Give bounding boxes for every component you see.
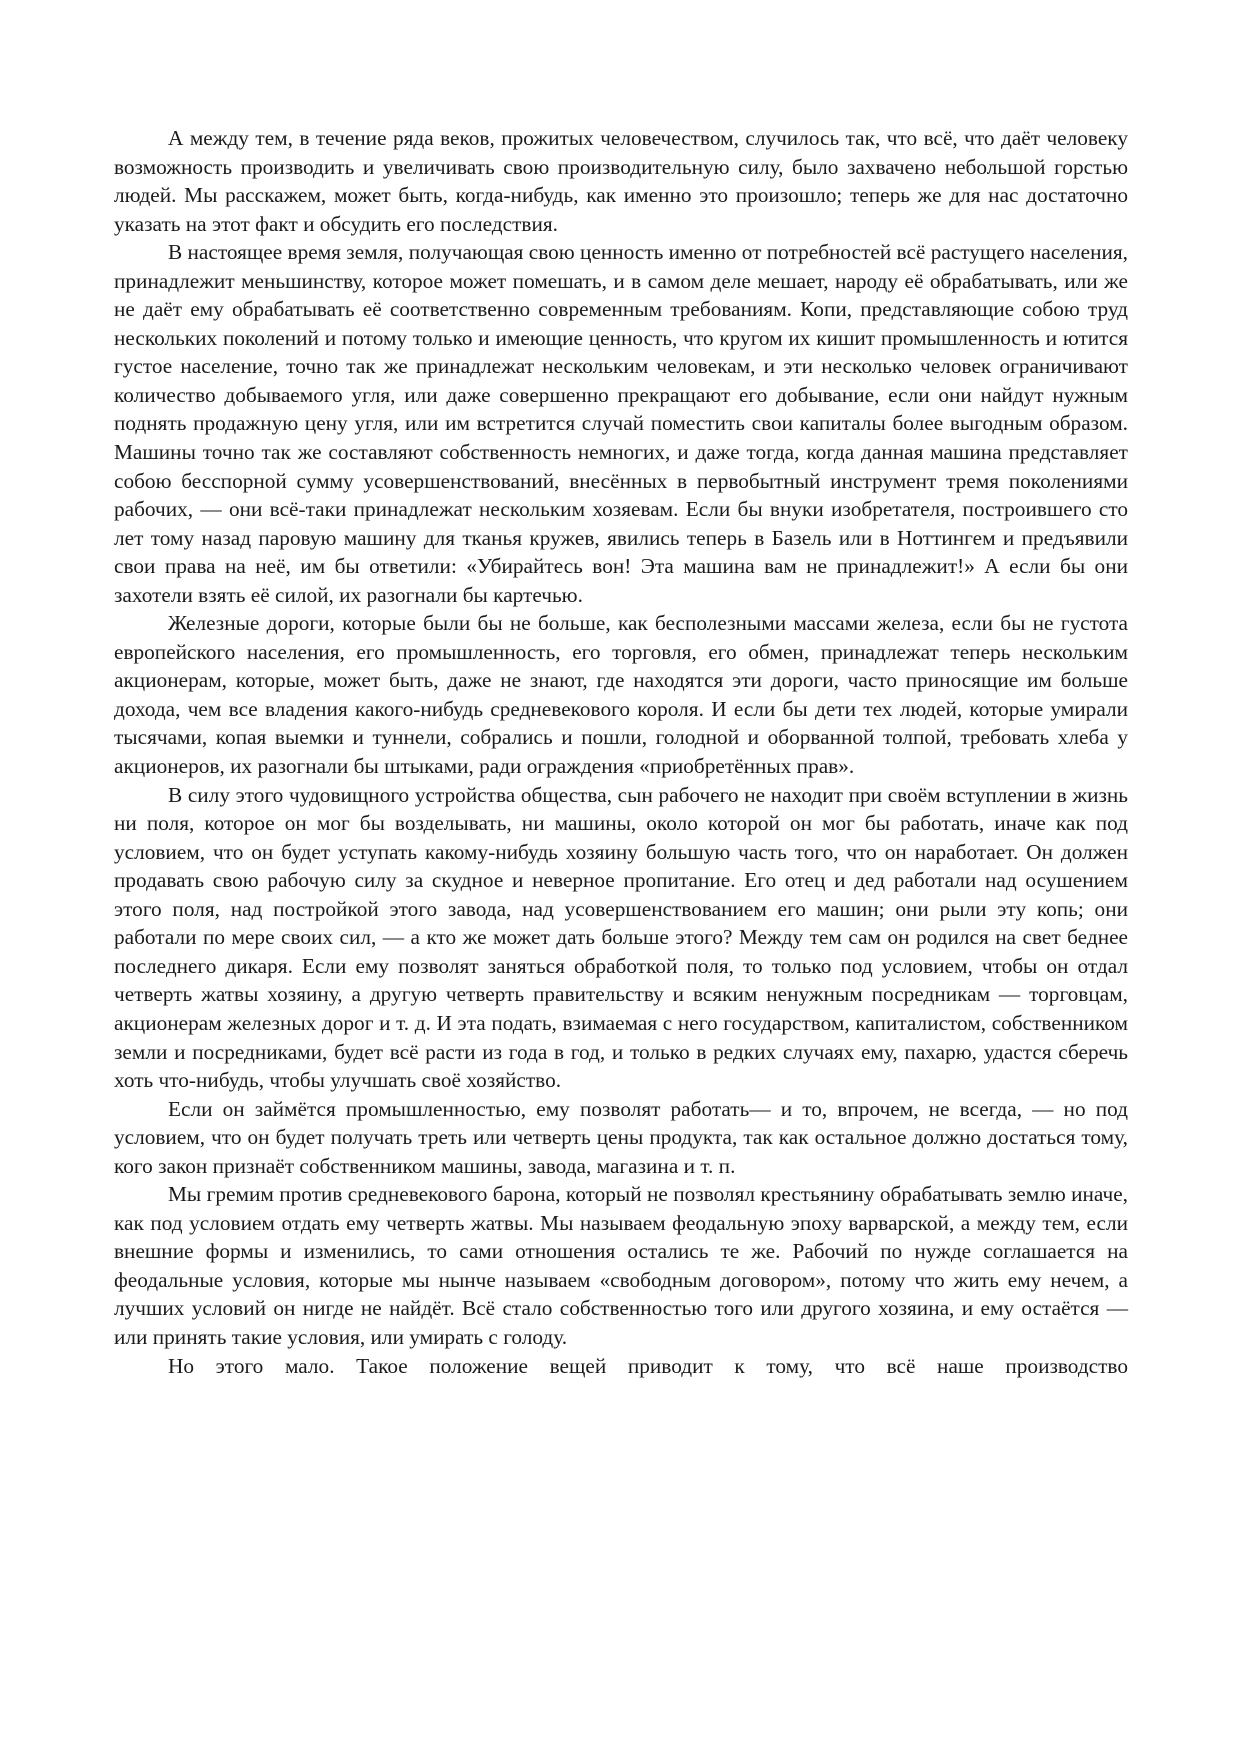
paragraph: Железные дороги, которые были бы не больше, как бесполезными массами железа, если бы не густота европейского населения, его промышленность, его торговля, его обмен, принадлежат теперь нескольким акционерам, которые, может быть, даже не знают, где находятся эти дороги, часто приносящие им больше дохода, чем все владения какого-нибудь средневекового короля. И если бы дети тех людей, которые умирали тысячами, копая выемки и туннели, собрались и пошли, голодной и оборванной толпой, требовать хлеба у акционеров, их разогнали бы штыками, ради ограждения «приобретённых прав». bbox=[114, 611, 1128, 779]
paragraph: В настоящее время земля, получающая свою ценность именно от потребностей всё растущего населения, принадлежит меньшинству, которое может помешать, и в самом деле мешает, народу её обрабатывать, или же не даёт ему обрабатывать её соответственно современным требованиям. Копи, представляющие собою труд нескольких поколений и потому только и имеющие ценность, что кругом их кишит промышленность и ютится густое население, точно так же принадлежат нескольким человекам, и эти несколько человек ограничивают количество добываемого угля, или даже совершенно прекращают его добывание, если они найдут нужным поднять продажную цену угля, или им встретится случай поместить свои капиталы более выгодным образом. Машины точно так же составляют собственность немногих, и даже тогда, когда данная машина представляет собою бесспорной сумму усовершенствований, внесённых в первобытный инструмент тремя поколениями рабочих, — они всё-таки принадлежат нескольким хозяевам. Если бы внуки изобретателя, построившего сто лет тому назад паровую машину для тканья кружев, явились теперь в Базель или в Ноттингем и предъявили свои права на неё, им бы ответили: «Убирайтесь вон! Эта машина вам не принадлежит!» А если бы они захотели взять её силой, их разогнали бы картечью. bbox=[114, 240, 1128, 607]
paragraph: Если он займётся промышленностью, ему позволят работать— и то, впрочем, не всегда, — но под условием, что он будет получать треть или четверть цены продукта, так как остальное должно достаться тому, кого закон признаёт собственником машины, завода, магазина и т. п. bbox=[114, 1096, 1128, 1178]
paragraph: А между тем, в течение ряда веков, прожитых человечеством, случилось так, что всё, что даёт человеку возможность производить и увеличивать свою производительную силу, было захвачено небольшой горстью людей. Мы расскажем, может быть, когда-нибудь, как именно это произошло; теперь же для нас достаточно указать на этот факт и обсудить его последствия. bbox=[114, 126, 1128, 236]
paragraph: Мы гремим против средневекового барона, который не позволял крестьянину обрабатывать землю иначе, как под условием отдать ему четверть жатвы. Мы называем феодальную эпоху варварской, а между тем, если внешние формы и изменились, то сами отношения остались те же. Рабочий по нужде соглашается на феодальные условия, которые мы нынче называем «свободным договором», потому что жить ему нечем, а лучших условий он нигде не найдёт. Всё стало собственностью того или другого хозяина, и ему остаётся — или принять такие условия, или умирать с голоду. bbox=[114, 1182, 1128, 1349]
document-page bbox=[114, 124, 1128, 1380]
paragraph-last-line: Но этого мало. Такое положение вещей приводит к тому, что всё наше производство bbox=[168, 1353, 1128, 1378]
paragraph: В силу этого чудовищного устройства общества, сын рабочего не находит при своём вступлении в жизнь ни поля, которое он мог бы возделывать, ни машины, около которой он мог бы работать, иначе как под условием, что он будет уступать какому-нибудь хозяину большую часть того, что он наработает. Он должен продавать свою рабочую силу за скудное и неверное пропитание. Его отец и дед работали над осушением этого поля, над постройкой этого завода, над усовершенствованием его машин; они рыли эту копь; они работали по мере своих сил, — а кто же может дать больше этого? Между тем сам он родился на свет беднее последнего дикаря. Если ему позволят заняться обработкой поля, то только под условием, чтобы он отдал четверть жатвы хозяину, а другую четверть правительству и всяким ненужным посредникам — торговцам, акционерам железных дорог и т. д. И эта подать, взимаемая с него государством, капиталистом, собственником земли и посредниками, будет всё расти из года в год, и только в редких случаях ему, пахарю, удастся сберечь хоть что-нибудь, чтобы улучшать своё хозяйство. bbox=[114, 782, 1128, 1093]
